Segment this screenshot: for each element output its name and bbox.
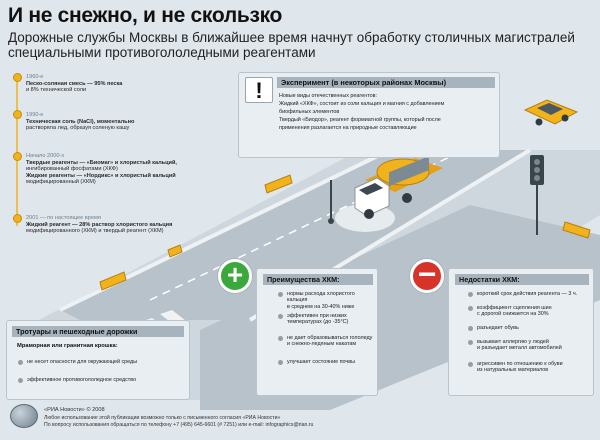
timeline-period: Начало 2000-х xyxy=(26,153,65,159)
cons-item: разъедает обувь xyxy=(477,325,591,331)
footer-contact: По вопросу использования обращаться по телефону +7 (495) 645-6601 (# 7251) или e-mail: infographics@rian.ru xyxy=(44,422,314,428)
timeline-text: и 8% технической соли xyxy=(26,87,87,94)
pros-item: эффективен при низких температурах (до -35°С) xyxy=(287,313,375,326)
footer-copyright: «РИА Новости» © 2008 xyxy=(44,407,105,413)
page-subtitle: Дорожные службы Москвы в ближайшее время начнут обработку столичных магистралей специальными противогололедными реагентами xyxy=(8,30,575,60)
exclamation-icon: ! xyxy=(245,77,273,103)
timeline-dot xyxy=(13,110,22,119)
ria-novosti-logo xyxy=(10,404,38,428)
timeline-dot xyxy=(13,152,22,161)
sidewalk-item: не несет опасности для окружающей среды xyxy=(27,359,187,365)
timeline-period: 1960-е xyxy=(26,74,44,80)
timeline-period: 2001 — по настоящее время xyxy=(26,215,101,221)
timeline-text: Жидкий реагент — 28% раствор хлористого кальция xyxy=(26,221,173,228)
cons-title: Недостатки ХКМ: xyxy=(455,274,589,285)
page-title: И не снежно, и не скользко xyxy=(8,4,283,27)
pros-panel xyxy=(256,268,378,396)
cons-panel xyxy=(448,268,594,396)
sidewalk-title: Тротуары и пешеходные дорожки xyxy=(12,326,184,337)
timeline-text: растворяла лед, образуя соленую кашу xyxy=(26,125,130,132)
footer-notice: Любое использование этой публикации возможно только с письменного согласия «РИА Новости» xyxy=(44,415,281,421)
pros-title: Преимущества ХКМ: xyxy=(263,274,373,285)
cons-item: агрессивен по отношению к обуви из натуральных материалов xyxy=(477,361,591,374)
sidewalk-item: эффективное противогололедное средство xyxy=(27,377,187,383)
timeline-item xyxy=(26,112,134,132)
timeline-item xyxy=(26,215,172,235)
pros-item: улучшает состояние почвы xyxy=(287,359,375,365)
timeline-dot xyxy=(13,214,22,223)
pros-item: нормы расхода хлористого кальция в среднем на 30-40% ниже xyxy=(287,291,375,310)
timeline-item xyxy=(26,153,177,186)
pros-item: не дает образовываться гололеду и снежно-ледяным накатам xyxy=(287,335,375,348)
experiment-text: Твердый «Биодор», реагент формиатной группы, который после xyxy=(279,117,441,123)
timeline-text: Твердые реагенты — «Биомаг» и хлористый кальций, xyxy=(26,159,177,166)
experiment-text: Новые виды отечественных реагентов: xyxy=(279,93,378,99)
timeline-text: ингибированный фосфатами (ХКФ) xyxy=(26,166,118,173)
timeline-text: модифицированного (ХКМ) и твердый реагент (ХКМ) xyxy=(26,228,164,235)
experiment-text: применения разлагается на природные составляющие xyxy=(279,125,417,131)
experiment-title: Эксперимент (в некоторых районах Москвы) xyxy=(277,77,495,88)
experiment-panel xyxy=(238,72,500,158)
sidewalk-subtitle: Мраморная или гранитная крошка: xyxy=(17,343,118,349)
timeline-period: 1990-е xyxy=(26,112,44,118)
timeline-text: Техническая соль (NaCl), моментально xyxy=(26,118,135,125)
timeline-text: Песко-соляная смесь — 95% песка xyxy=(26,80,123,87)
timeline-text: модифицированный (ХКМ) xyxy=(26,179,96,186)
timeline-dot xyxy=(13,73,22,82)
timeline-text: Жидкие реагенты — «Нордикс» и хлористый кальций xyxy=(26,172,176,179)
sidewalk-panel xyxy=(6,320,190,400)
cons-item: вызывает аллергию у людей и разъедает металл автомобилей xyxy=(477,339,591,352)
plus-icon: + xyxy=(218,259,252,293)
cons-item: короткий срок действия реагента — 3 ч. xyxy=(477,291,591,297)
experiment-text: Жидкий «ХКФ», состоит из соли кальция и магния с добавлением xyxy=(279,101,445,107)
minus-icon: − xyxy=(410,259,444,293)
experiment-text: биофильных элементов xyxy=(279,109,340,115)
timeline-item xyxy=(26,74,122,94)
cons-item: коэффициент сцепления шин с дорогой снижается на 30% xyxy=(477,305,591,318)
